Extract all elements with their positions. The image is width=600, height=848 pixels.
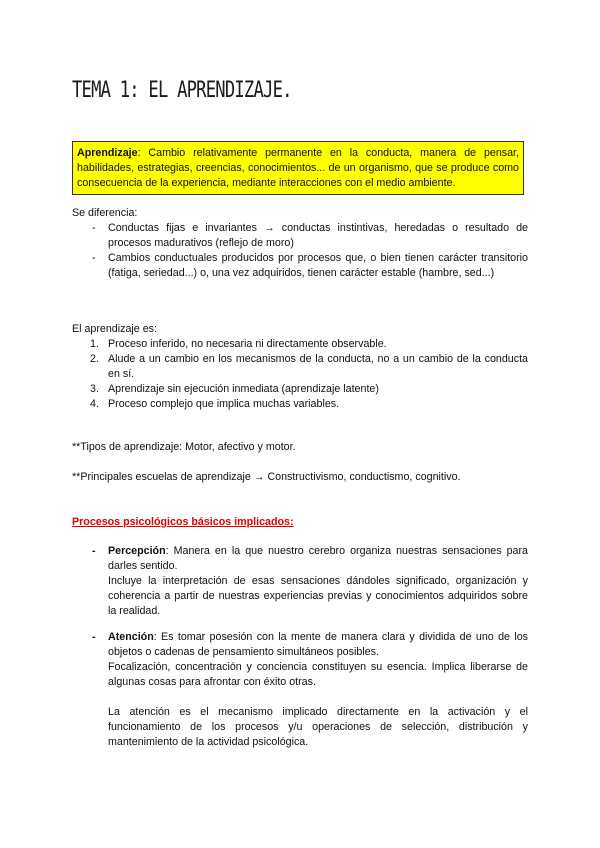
features-intro: El aprendizaje es: — [72, 323, 157, 335]
list-item — [72, 337, 528, 352]
features-section — [72, 322, 528, 412]
list-item — [72, 382, 528, 397]
differences-intro: Se diferencia: — [72, 207, 138, 219]
list-number: 3. — [90, 383, 99, 395]
list-text: Aprendizaje sin ejecución inmediata (aprendizaje latente) — [108, 383, 379, 395]
attention-term: Atención — [108, 631, 154, 643]
definition-box — [72, 141, 524, 195]
list-text: Proceso complejo que implica muchas variables. — [108, 398, 340, 410]
list-number: 1. — [90, 338, 99, 350]
list-number: 2. — [90, 353, 99, 365]
list-item — [72, 352, 528, 382]
perception-p1: : Manera en la que nuestro cerebro organiza nuestras sensaciones para darles sentido. — [108, 545, 528, 572]
list-text: Alude a un cambio en los mecanismos de la conducta, no a un cambio de la conducta en sí. — [108, 353, 528, 380]
perception-section — [72, 544, 528, 619]
processes-heading: Procesos psicológicos básicos implicados: — [72, 516, 294, 528]
list-item — [72, 630, 528, 750]
perception-p2: Incluye la interpretación de esas sensaciones dándoles significado, organización y coherencia a partir de nuestras experiencias previas y conocimientos adquiridos sobre la realidad. — [108, 575, 528, 617]
differences-section — [72, 206, 528, 281]
schools-note: **Principales escuelas de aprendizaje → Constructivismo, conductismo, cognitivo. — [72, 471, 461, 483]
list-item — [72, 397, 528, 412]
page-title: TEMA 1: EL APRENDIZAJE. — [72, 78, 292, 103]
definition-term: Aprendizaje — [77, 147, 138, 159]
list-text: Proceso inferido, no necesaria ni directamente observable. — [108, 338, 387, 350]
attention-section — [72, 630, 528, 750]
attention-p3: La atención es el mecanismo implicado directamente en la activación y el funcionamiento de los procesos y/u operaciones de selección, distribución y mantenimiento de la actividad psicológica. — [108, 706, 528, 748]
attention-p1: : Es tomar posesión con la mente de manera clara y dividida de uno de los objetos o cadenas de pensamiento simultáneos posibles. — [108, 631, 528, 658]
types-note: **Tipos de aprendizaje: Motor, afectivo y motor. — [72, 441, 296, 453]
attention-p2: Focalización, concentración y conciencia constituyen su esencia. Implica liberarse de algunas cosas para afrontar con éxito otras. — [108, 661, 528, 688]
list-item — [72, 544, 528, 619]
perception-term: Percepción — [108, 545, 166, 557]
list-number: 4. — [90, 398, 99, 410]
list-item: - Cambios conductuales producidos por procesos que, o bien tienen carácter transitorio (fatiga, seriedad...) o, una vez adquiridos, tienen carácter estable (hambre, sed...) — [72, 251, 528, 281]
definition-text: : Cambio relativamente permanente en la conducta, manera de pensar, habilidades, estrategias, creencias, conocimientos... de un organismo, que se produce como consecuencia de la experiencia, mediante interacciones con el medio ambiente. — [77, 147, 519, 189]
list-item: - Conductas fijas e invariantes → conductas instintivas, heredadas o resultado de procesos madurativos (reflejo de moro) — [72, 221, 528, 251]
